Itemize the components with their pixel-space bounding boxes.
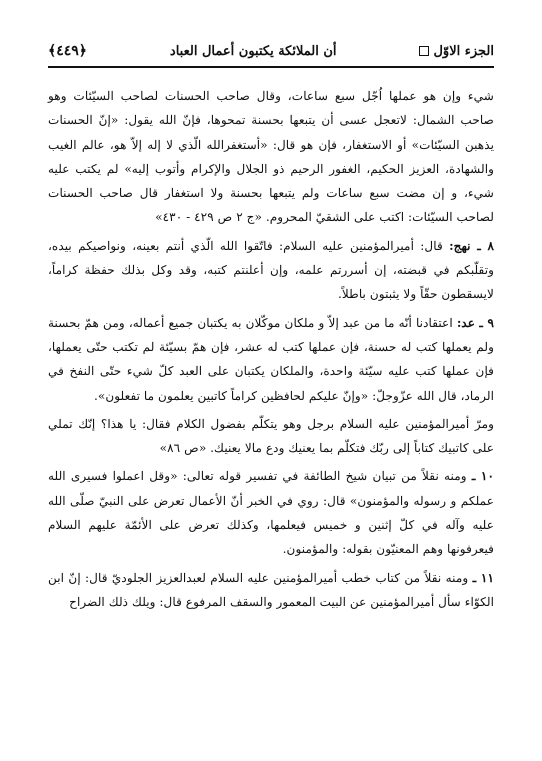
paragraph-text: ومرّ أميرالمؤمنين عليه السلام برجل وهو يتكلّم بفضول الكلام فقال: يا هذا؟ إنّك تملي على كاتبيك كتاباً إلى ربّك فتكلّم بما يعنيك ودع مالا يعنيك. «ص ٨٦»: [48, 416, 494, 456]
running-header: [48, 38, 494, 64]
paragraph: [48, 412, 494, 461]
paragraph-text: ومنه نقلاً من كتاب خطب أميرالمؤمنين عليه السلام لعبدالعزيز الجلوديّ قال: إنّ ابن الكوّاء سأل أميرالمؤمنين عن البيت المعمور والسقف المرفوع قال: ويلك ذلك الضراح: [48, 570, 494, 609]
paragraph-label: ١١ ـ: [472, 570, 494, 585]
volume-label: [419, 44, 494, 59]
paragraph-text: ومنه نقلاً من تبيان شيخ الطائفة في تفسير قوله تعالى: «وقل اعملوا فسيرى الله عملكم و رسوله والمؤمنون» قال: روي في الخبر أنّ الأعمال تعرض على النبيّ صلّى الله عليه وآله في كلّ إثنين و خميس فيعلمها، وكذلك تعرض على الأئمّة عليهم السلام فيعرفونها وهم المعنيّون بقوله: والمؤمنون.: [48, 469, 494, 557]
paragraph-text: قال: أميرالمؤمنين عليه السلام: فاتّقوا الله الّذي أنتم بعينه، ونواصيكم بيده، وتقلّبكم في قبضته، إن أسررتم علمه، وإن أعلنتم كتبه، وقد وكل بذلك حفظة كراماً، لايسقطون حقّاً ولا يثبتون باطلاً.: [48, 238, 494, 302]
header-divider: [48, 66, 494, 68]
square-ornament-icon: [419, 46, 429, 56]
page-number: ﴿٤٤٩﴾: [48, 43, 87, 59]
paragraph-text: شيء وإن هو عملها اُجّل سبع ساعات، وقال صاحب الحسنات لصاحب السيّئات وهو صاحب الشمال: لاتعجل عسى أن يتبعها بحسنة تمحوها، فإنّ الله يقول: «إنّ الحسنات يذهبن السيّئات» أو الاستغفار، فإن هو قال: «أستغفرالله الّذي لا إله إلاّ هو، عالم الغيب والشهادة، العزيز الحكيم، الغفور الرحيم ذو الجلال والإكرام وأتوب إليه» لم يكتب عليه شيء، و إن مضت سبع ساعات ولم يتبعها بحسنة ولا استغفار قال صاحب الحسنات لصاحب السيّئات: اكتب على الشقيّ المحروم. «ج ٢ ص ٤٢٩ - ٤٣٠»: [48, 89, 494, 225]
paragraph: [48, 234, 494, 307]
volume-text: الجزء الاوّل: [433, 43, 494, 59]
paragraph: [48, 566, 494, 615]
page-body: [48, 84, 494, 618]
paragraph-label: ٨ ـ نهج:: [449, 238, 494, 253]
paragraph-label: ٩ ـ عد:: [456, 315, 495, 330]
paragraph: [48, 84, 494, 230]
paragraph-text: اعتقادنا أنّه ما من عبد إلاّ و ملكان موكّلان به يكتبان جميع أعماله، ومن همّ بحسنة ولم يعملها كتب له حسنة، فإن عملها كتب له عشر، فإن همّ بسيّئة لم تكتب حتّى يعملها، فإن عملها كتب عليه سيّئة واحدة، والملكان يكتبان على العبد كلّ شيء حتّى النفخ في الرماد، قال الله عزّوجلّ: «وإنّ عليكم لحافظين كراماً كاتبين يعلمون ما تفعلون».: [48, 315, 494, 403]
paragraph: [48, 311, 494, 408]
chapter-title: أن الملائكة يكتبون أعمال العباد: [169, 43, 337, 59]
paragraph: [48, 464, 494, 561]
paragraph-label: ١٠ ـ: [471, 469, 495, 484]
